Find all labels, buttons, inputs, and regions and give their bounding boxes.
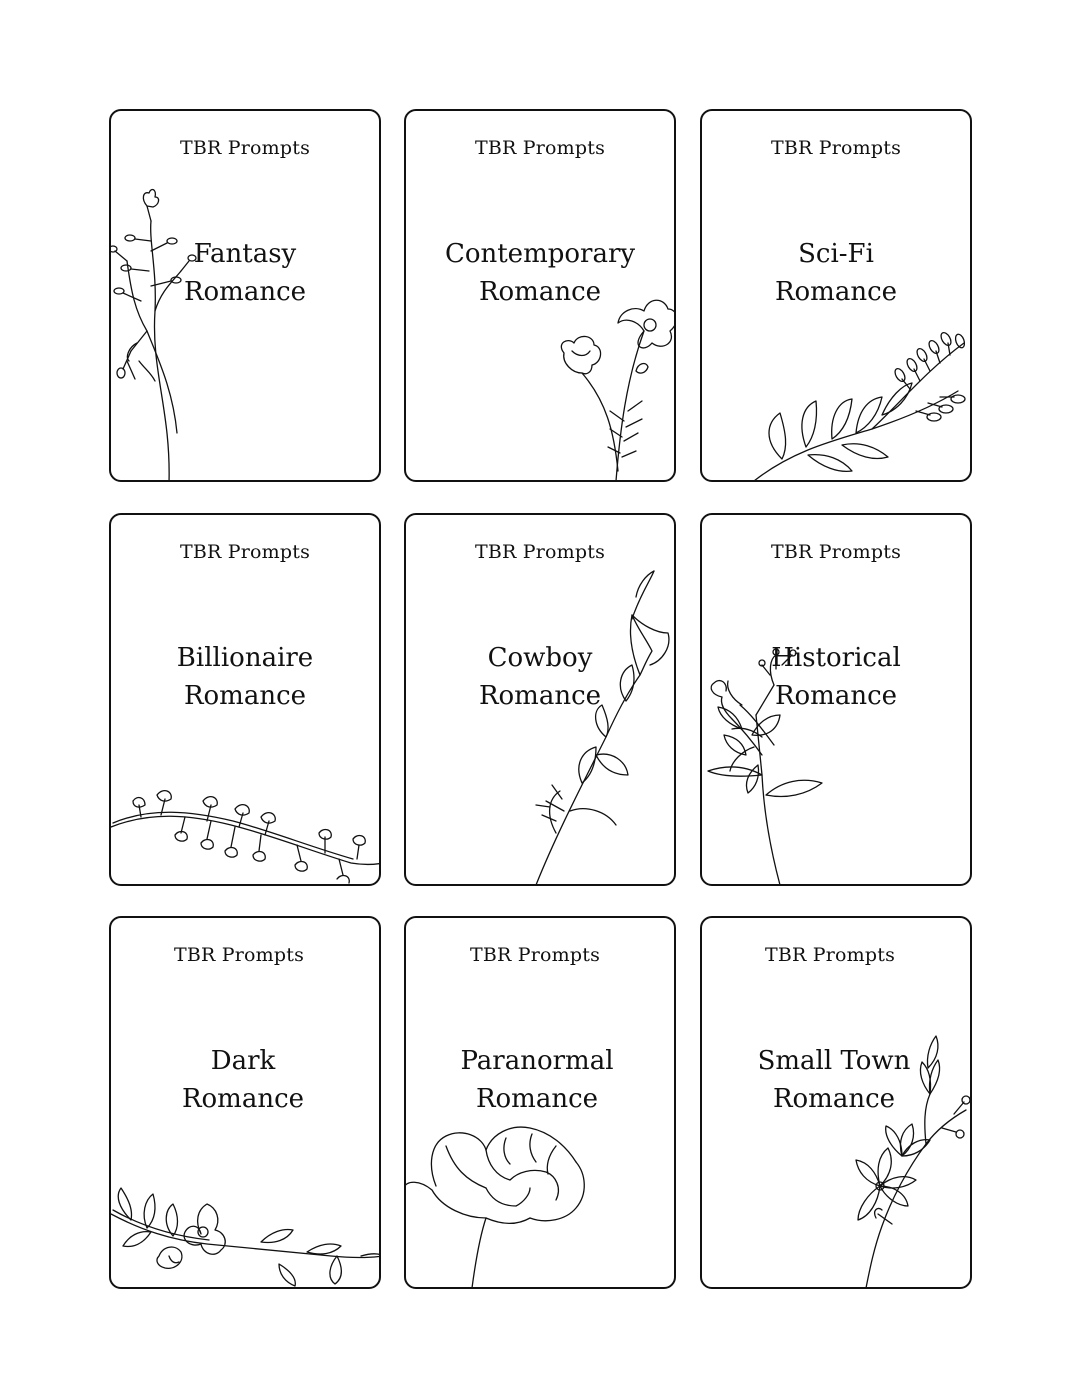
card-title-line2: Romance [478, 277, 602, 307]
calla-lily-icon [406, 515, 676, 886]
card-title-line1: Small Town [757, 1046, 911, 1076]
prompt-card-billionaire [109, 513, 381, 886]
card-title-line1: Sci-Fi [798, 239, 874, 269]
card-title-line2: Romance [181, 1084, 305, 1114]
card-header: TBR Prompts [173, 944, 305, 966]
card-title-line1: Contemporary [444, 239, 636, 269]
poppy-outline-icon [406, 918, 676, 1289]
card-title-line2: Romance [475, 1084, 599, 1114]
prompt-card-historical [700, 513, 972, 886]
cherry-blossom-icon [702, 515, 972, 886]
card-header: TBR Prompts [179, 541, 311, 563]
card-header: TBR Prompts [474, 137, 606, 159]
card-title-line2: Romance [772, 1084, 896, 1114]
card-title-line2: Romance [774, 681, 898, 711]
card-title-line2: Romance [478, 681, 602, 711]
card-header: TBR Prompts [764, 944, 896, 966]
leafy-branch-icon [702, 111, 972, 482]
card-header: TBR Prompts [770, 541, 902, 563]
card-header: TBR Prompts [469, 944, 601, 966]
flowering-vine-icon [111, 515, 381, 886]
card-title-line1: Billionaire [176, 643, 314, 673]
prompt-card-cowboy [404, 513, 676, 886]
card-title-line2: Romance [774, 277, 898, 307]
card-title-line1: Historical [771, 643, 901, 673]
prompt-card-dark [109, 916, 381, 1289]
card-header: TBR Prompts [179, 137, 311, 159]
card-title-line1: Fantasy [193, 239, 297, 269]
card-title-line1: Dark [210, 1046, 276, 1076]
poppy-flowers-icon [406, 111, 676, 482]
card-title-line1: Cowboy [487, 643, 593, 673]
wildflower-sprig-icon [111, 111, 381, 482]
prompt-card-small-town [700, 916, 972, 1289]
card-title-line2: Romance [183, 681, 307, 711]
card-title-line1: Paranormal [460, 1046, 614, 1076]
blossom-branch-icon [111, 918, 381, 1289]
prompt-card-sci-fi [700, 109, 972, 482]
prompt-card-contemporary [404, 109, 676, 482]
card-title-line2: Romance [183, 277, 307, 307]
prompt-card-fantasy [109, 109, 381, 482]
prompt-card-paranormal [404, 916, 676, 1289]
card-header: TBR Prompts [474, 541, 606, 563]
magnolia-branch-icon [702, 918, 972, 1289]
card-header: TBR Prompts [770, 137, 902, 159]
